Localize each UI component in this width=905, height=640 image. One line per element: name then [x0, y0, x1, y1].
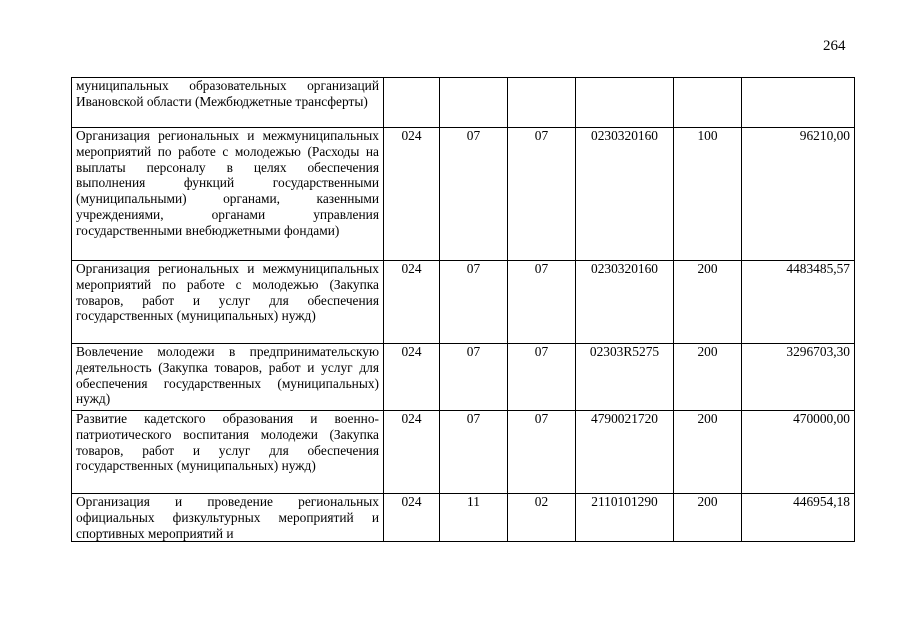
row-description-text: Организация и проведение региональных официальных физкультурных мероприятий и спортивных мероприятий и — [76, 494, 379, 541]
section-code: 11 — [440, 494, 508, 542]
table-row — [72, 128, 855, 261]
expense-type-code: 200 — [674, 261, 742, 344]
amount: 4483485,57 — [742, 261, 855, 344]
budget-table — [71, 77, 855, 542]
target-code: 4790021720 — [576, 411, 674, 494]
expense-type-code: 100 — [674, 128, 742, 261]
target-code: 02303R5275 — [576, 344, 674, 411]
amount: 446954,18 — [742, 494, 855, 542]
amount: 96210,00 — [742, 128, 855, 261]
target-code — [576, 78, 674, 128]
table-row — [72, 344, 855, 411]
table-row — [72, 78, 855, 128]
section-code — [440, 78, 508, 128]
expense-type-code: 200 — [674, 411, 742, 494]
subsection-code: 07 — [508, 344, 576, 411]
admin-code: 024 — [384, 261, 440, 344]
row-description: Организация региональных и межмуниципальных мероприятий по работе с молодежью (Закупка товаров, работ и услуг для обеспечения государственных (муниципальных) нужд) — [72, 261, 384, 344]
admin-code: 024 — [384, 128, 440, 261]
expense-type-code: 200 — [674, 494, 742, 542]
expense-type-code — [674, 78, 742, 128]
target-code: 2110101290 — [576, 494, 674, 542]
row-description: муниципальных образовательных организаций Ивановской области (Межбюджетные трансферты) — [72, 78, 384, 128]
target-code: 0230320160 — [576, 128, 674, 261]
row-description: Вовлечение молодежи в предпринимательскую деятельность (Закупка товаров, работ и услуг для обеспечения государственных (муниципальных) нужд) — [72, 344, 384, 411]
amount — [742, 78, 855, 128]
row-description: Организация региональных и межмуниципальных мероприятий по работе с молодежью (Расходы на выплаты персоналу в целях обеспечения выполнения функций государственными (муниципальными) органами, казенными учреждениями, органами управления государственными внебюджетными фондами) — [72, 128, 384, 261]
amount: 3296703,30 — [742, 344, 855, 411]
table-row — [72, 261, 855, 344]
table-row — [72, 494, 855, 542]
page-number: 264 — [823, 38, 846, 54]
amount: 470000,00 — [742, 411, 855, 494]
admin-code: 024 — [384, 344, 440, 411]
row-description — [72, 494, 384, 542]
table-row — [72, 411, 855, 494]
admin-code: 024 — [384, 494, 440, 542]
subsection-code: 02 — [508, 494, 576, 542]
section-code: 07 — [440, 411, 508, 494]
row-description: Развитие кадетского образования и военно-патриотического воспитания молодежи (Закупка товаров, работ и услуг для обеспечения государственных (муниципальных) нужд) — [72, 411, 384, 494]
admin-code — [384, 78, 440, 128]
admin-code: 024 — [384, 411, 440, 494]
section-code: 07 — [440, 128, 508, 261]
subsection-code: 07 — [508, 128, 576, 261]
subsection-code: 07 — [508, 411, 576, 494]
expense-type-code: 200 — [674, 344, 742, 411]
target-code: 0230320160 — [576, 261, 674, 344]
section-code: 07 — [440, 261, 508, 344]
subsection-code: 07 — [508, 261, 576, 344]
subsection-code — [508, 78, 576, 128]
section-code: 07 — [440, 344, 508, 411]
